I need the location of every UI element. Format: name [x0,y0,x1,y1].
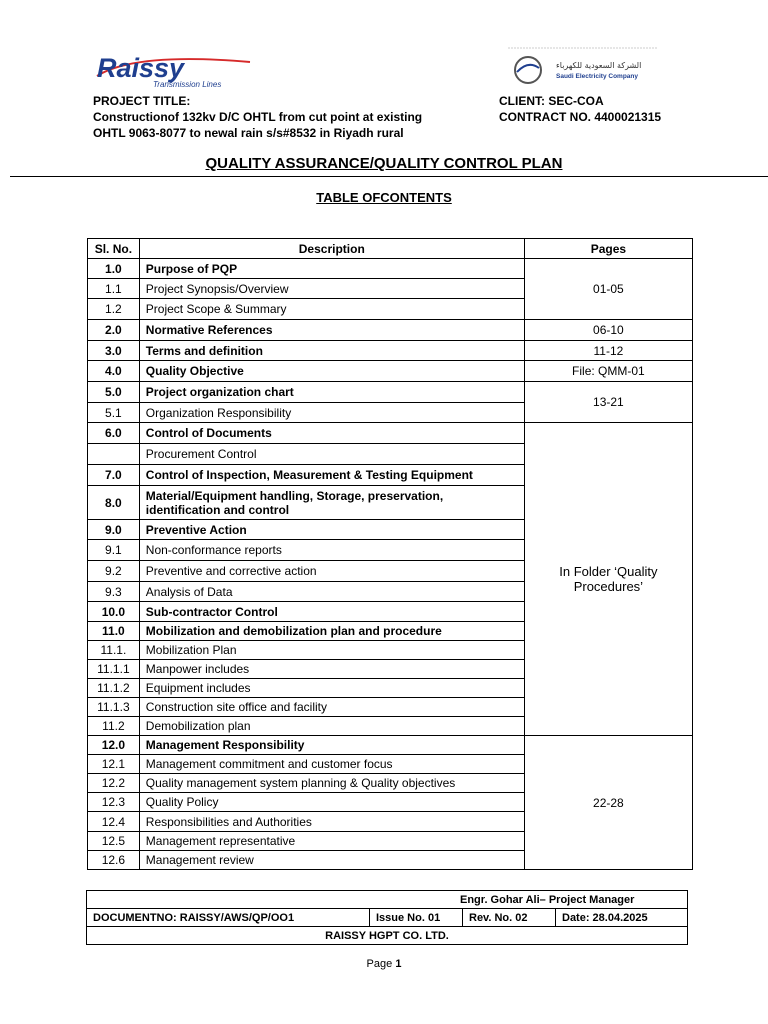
row-description: Mobilization Plan [139,641,524,660]
row-number: 1.0 [88,259,140,279]
client-label: CLIENT: SEC-COA [499,94,604,108]
toc-heading: TABLE OFCONTENTS [316,190,452,205]
raissy-logo-sub: Transmission Lines [153,80,222,89]
row-description: Quality Objective [139,361,524,382]
row-number: 1.2 [88,299,140,320]
row-number: 11.2 [88,717,140,736]
row-description: Analysis of Data [139,582,524,602]
page-number [0,958,768,970]
row-description: Normative References [139,320,524,341]
row-description: Terms and definition [139,341,524,361]
approver: Engr. Gohar Ali– Project Manager [87,891,688,909]
header-divider [10,176,768,177]
row-number: 11.1. [88,641,140,660]
row-description: Organization Responsibility [139,403,524,423]
header-description: Description [139,239,524,259]
project-title-line1: Constructionof 132kv D/C OHTL from cut point at existing [93,110,423,124]
row-description: Manpower includes [139,660,524,679]
row-description: Management commitment and customer focus [139,755,524,774]
issue-number: Issue No. 01 [370,909,463,927]
row-pages: 01-05 [524,259,692,320]
header-sl-no: Sl. No. [88,239,140,259]
row-number: 12.4 [88,812,140,832]
row-number: 8.0 [88,486,140,520]
row-description: Quality Policy [139,793,524,812]
row-number: 9.3 [88,582,140,602]
row-number: 11.0 [88,622,140,641]
row-number: 9.1 [88,540,140,561]
row-number: 12.2 [88,774,140,793]
row-number: 11.1.1 [88,660,140,679]
row-description: Mobilization and demobilization plan and procedure [139,622,524,641]
footer-table [86,890,688,945]
row-pages: 06-10 [524,320,692,341]
company-name: RAISSY HGPT CO. LTD. [87,927,688,945]
sec-logo-arabic: الشركة السعودية للكهرباء [556,61,642,70]
row-description: Sub-contractor Control [139,602,524,622]
row-number: 10.0 [88,602,140,622]
row-number: 3.0 [88,341,140,361]
row-description: Material/Equipment handling, Storage, preservation, identification and control [139,486,524,520]
row-pages: 13-21 [524,382,692,423]
row-description: Construction site office and facility [139,698,524,717]
toc-header-row [88,239,693,259]
row-pages: 22-28 [524,736,692,870]
row-number: 12.5 [88,832,140,851]
page-number-value: 1 [395,958,402,970]
row-number: 12.6 [88,851,140,870]
revision-number: Rev. No. 02 [463,909,556,927]
row-number: 6.0 [88,423,140,444]
row-pages: File: QMM-01 [524,361,692,382]
table-row [88,341,693,361]
row-description: Demobilization plan [139,717,524,736]
project-title-block [93,93,422,141]
row-number: 11.1.3 [88,698,140,717]
row-pages: In Folder ‘Quality Procedures’ [524,423,692,736]
project-title-label: PROJECT TITLE: [93,94,191,108]
table-row [88,259,693,279]
row-number: 1.1 [88,279,140,299]
table-row [88,320,693,341]
row-pages: 11-12 [524,341,692,361]
document-number: DOCUMENTNO: RAISSY/AWS/QP/OO1 [87,909,370,927]
row-description: Quality management system planning & Quality objectives [139,774,524,793]
row-number: 11.1.2 [88,679,140,698]
table-row [88,423,693,444]
row-description: Management representative [139,832,524,851]
row-description: Management review [139,851,524,870]
page-label: Page [366,958,393,970]
row-number [88,444,140,465]
row-description: Equipment includes [139,679,524,698]
row-description: Project Scope & Summary [139,299,524,320]
raissy-logo-text: Raissy [97,53,185,83]
row-description: Control of Documents [139,423,524,444]
row-number: 5.1 [88,403,140,423]
table-row [88,382,693,403]
client-block [499,93,661,125]
row-number: 12.1 [88,755,140,774]
table-row [88,736,693,755]
raissy-logo [95,50,255,90]
sec-logo-text: Saudi Electricity Company [556,73,638,80]
row-description: Management Responsibility [139,736,524,755]
row-description: Project organization chart [139,382,524,403]
row-description: Responsibilities and Authorities [139,812,524,832]
row-number: 9.2 [88,561,140,582]
project-title-line2: OHTL 9063-8077 to newal rain s/s#8532 in Riyadh rural [93,126,404,140]
table-row [88,361,693,382]
row-number: 12.3 [88,793,140,812]
contract-number: CONTRACT NO. 4400021315 [499,110,662,124]
row-description: Preventive and corrective action [139,561,524,582]
header-pages: Pages [524,239,692,259]
row-number: 5.0 [88,382,140,403]
sec-logo [508,46,658,90]
row-description: Project Synopsis/Overview [139,279,524,299]
toc-table [87,238,693,870]
document-date: Date: 28.04.2025 [556,909,688,927]
row-number: 9.0 [88,520,140,540]
row-description: Control of Inspection, Measurement & Testing Equipment [139,465,524,486]
row-number: 7.0 [88,465,140,486]
row-description: Purpose of PQP [139,259,524,279]
row-description: Preventive Action [139,520,524,540]
row-description: Non-conformance reports [139,540,524,561]
row-number: 4.0 [88,361,140,382]
document-title: QUALITY ASSURANCE/QUALITY CONTROL PLAN [205,155,563,172]
row-number: 12.0 [88,736,140,755]
row-description: Procurement Control [139,444,524,465]
row-number: 2.0 [88,320,140,341]
